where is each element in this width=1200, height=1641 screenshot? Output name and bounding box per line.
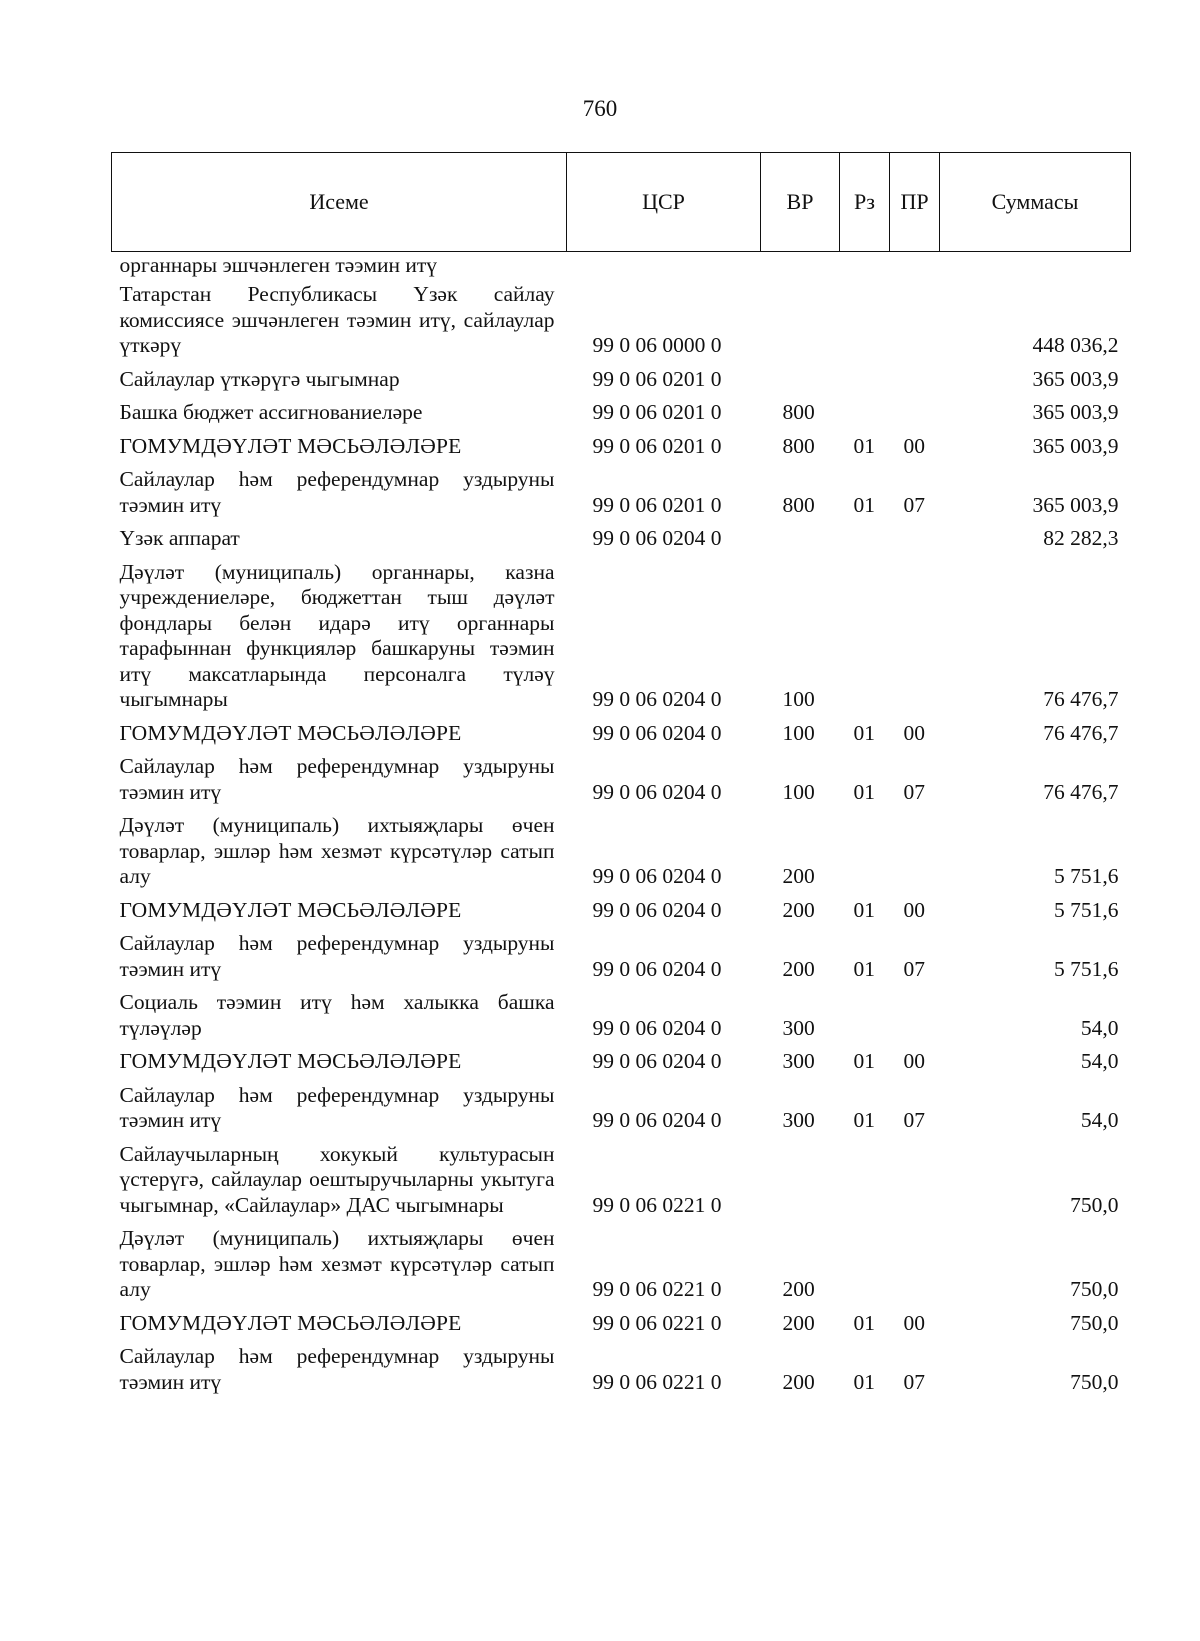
cell-rz: 01 — [853, 1049, 875, 1073]
cell-name: ГОМУМДӘҮЛӘТ МӘСЬӘЛӘЛӘРЕ — [119, 720, 462, 745]
cell-rz: 01 — [853, 956, 875, 981]
cell-vr: 200 — [782, 864, 815, 888]
table-row — [112, 463, 1131, 522]
cell-rz: 01 — [853, 492, 875, 517]
cell-sum: 54,0 — [1080, 1108, 1119, 1132]
cell-rz — [840, 556, 890, 717]
cell-pr — [890, 522, 940, 556]
cell-vr: 200 — [782, 1310, 815, 1335]
cell-pr: 00 — [903, 720, 925, 745]
cell-pr: 07 — [903, 1108, 925, 1132]
table-row — [112, 894, 1131, 928]
cell-sum: 76 476,7 — [1043, 687, 1119, 711]
cell-pr: 07 — [903, 492, 925, 517]
cell-rz — [840, 278, 890, 363]
budget-table-container — [111, 152, 1130, 1399]
table-row — [112, 986, 1131, 1045]
table-body — [112, 252, 1131, 1400]
table-row — [112, 556, 1131, 717]
cell-csr: 99 0 06 0221 0 — [592, 1277, 722, 1301]
cell-csr: 99 0 06 0201 0 — [592, 400, 722, 424]
cell-pr — [890, 1222, 940, 1307]
cell-pr: 07 — [903, 1369, 925, 1394]
cell-vr: 300 — [782, 1015, 815, 1040]
table-row — [112, 396, 1131, 430]
cell-csr: 99 0 06 0000 0 — [592, 333, 722, 357]
cell-sum: 365 003,9 — [1032, 433, 1119, 458]
cell-csr: 99 0 06 0204 0 — [592, 864, 722, 888]
table-row — [112, 1138, 1131, 1223]
header-sum: Суммасы — [940, 153, 1131, 252]
cell-sum: 365 003,9 — [1032, 366, 1119, 391]
header-csr: ЦСР — [567, 153, 761, 252]
cell-name: Сайлаулар һәм референдумнар уздыруны тәэмин итү — [119, 754, 555, 804]
cell-rz — [840, 396, 890, 430]
cell-csr: 99 0 06 0204 0 — [592, 687, 722, 711]
cell-rz: 01 — [853, 1108, 875, 1132]
cell-csr: 99 0 06 0204 0 — [592, 956, 722, 981]
cell-sum: 82 282,3 — [1043, 526, 1119, 550]
cell-pr: 00 — [903, 897, 925, 922]
cell-name: Сайлаучыларның хокукый культурасын үстерүгә, сайлаулар оештыручыларны укытуга чыгымнар, «Сайлаулар» ДАС чыгымнары — [119, 1141, 555, 1217]
table-row — [112, 927, 1131, 986]
cell-name: Татарстан Республикасы Үзәк сайлау комиссиясе эшчәнлеген тәэмин итү, сайлаулар үткәрү — [119, 282, 555, 357]
cell-pr — [890, 556, 940, 717]
cell-name: Сайлаулар һәм референдумнар уздыруны тәэмин итү — [119, 1082, 555, 1132]
cell-rz: 01 — [853, 720, 875, 745]
cell-csr: 99 0 06 0204 0 — [592, 897, 722, 922]
cell-csr: 99 0 06 0204 0 — [592, 526, 722, 550]
cell-name: Сайлаулар үткәрүгә чыгымнар — [119, 366, 400, 391]
table-row — [112, 522, 1131, 556]
cell-pr: 00 — [903, 433, 925, 458]
cell-name: Дәүләт (муниципаль) ихтыяҗлары өчен товарлар, эшләр һәм хезмәт күрсәтүләр сатып алу — [119, 813, 555, 888]
cell-sum: 54,0 — [1080, 1015, 1119, 1040]
cell-csr: 99 0 06 0204 0 — [592, 1015, 722, 1040]
cell-sum: 750,0 — [1070, 1369, 1119, 1394]
cell-pr — [890, 252, 940, 279]
cell-name: ГОМУМДӘҮЛӘТ МӘСЬӘЛӘЛӘРЕ — [119, 1310, 462, 1335]
cell-rz: 01 — [853, 897, 875, 922]
cell-vr: 100 — [782, 779, 815, 804]
cell-rz: 01 — [853, 779, 875, 804]
cell-sum: 5 751,6 — [1054, 897, 1119, 922]
cell-rz: 01 — [853, 433, 875, 458]
cell-sum: 365 003,9 — [1032, 492, 1119, 517]
cell-sum: 76 476,7 — [1043, 779, 1119, 804]
cell-vr: 200 — [782, 1277, 815, 1301]
table-row — [112, 1045, 1131, 1079]
cell-name: Үзәк аппарат — [119, 526, 240, 550]
cell-vr — [761, 252, 840, 279]
cell-pr — [890, 396, 940, 430]
cell-pr: 07 — [903, 779, 925, 804]
cell-vr: 800 — [782, 400, 815, 424]
cell-vr: 300 — [782, 1108, 815, 1132]
cell-name: Сайлаулар һәм референдумнар уздыруны тәэмин итү — [119, 467, 555, 517]
cell-rz — [840, 252, 890, 279]
cell-vr — [761, 363, 840, 397]
cell-vr — [761, 278, 840, 363]
cell-vr — [761, 1138, 840, 1223]
cell-sum: 750,0 — [1070, 1277, 1119, 1301]
cell-pr — [890, 809, 940, 894]
cell-sum — [940, 252, 1131, 279]
cell-name: Сайлаулар һәм референдумнар уздыруны тәэмин итү — [119, 931, 555, 981]
header-row — [112, 153, 1131, 252]
cell-csr: 99 0 06 0221 0 — [592, 1310, 722, 1335]
table-row — [112, 750, 1131, 809]
table-row — [112, 809, 1131, 894]
cell-vr — [761, 522, 840, 556]
cell-name: Сайлаулар һәм референдумнар уздыруны тәэмин итү — [119, 1344, 555, 1394]
cell-name: органнары эшчәнлеген тәэмин итү — [119, 253, 437, 277]
cell-csr: 99 0 06 0204 0 — [592, 1108, 722, 1132]
table-row — [112, 1340, 1131, 1399]
cell-vr: 100 — [782, 720, 815, 745]
cell-sum: 750,0 — [1070, 1310, 1119, 1335]
cell-rz — [840, 986, 890, 1045]
cell-name: ГОМУМДӘҮЛӘТ МӘСЬӘЛӘЛӘРЕ — [119, 1049, 462, 1073]
cell-pr: 07 — [903, 956, 925, 981]
cell-rz — [840, 809, 890, 894]
cell-csr: 99 0 06 0201 0 — [592, 433, 722, 458]
table-row — [112, 363, 1131, 397]
cell-vr: 100 — [782, 687, 815, 711]
cell-sum: 5 751,6 — [1054, 956, 1119, 981]
table-row — [112, 1222, 1131, 1307]
cell-rz — [840, 1138, 890, 1223]
header-vr: ВР — [761, 153, 840, 252]
cell-pr — [890, 363, 940, 397]
cell-name: Дәүләт (муниципаль) ихтыяҗлары өчен товарлар, эшләр һәм хезмәт күрсәтүләр сатып алу — [119, 1226, 555, 1301]
cell-pr — [890, 986, 940, 1045]
header-name: Исеме — [112, 153, 567, 252]
cell-vr: 200 — [782, 956, 815, 981]
cell-pr: 00 — [903, 1310, 925, 1335]
table-row — [112, 717, 1131, 751]
table-row — [112, 252, 1131, 279]
cell-csr: 99 0 06 0204 0 — [592, 1049, 722, 1073]
cell-csr: 99 0 06 0201 0 — [592, 492, 722, 517]
cell-vr: 800 — [782, 492, 815, 517]
cell-rz: 01 — [853, 1369, 875, 1394]
cell-csr: 99 0 06 0204 0 — [592, 720, 722, 745]
cell-rz — [840, 363, 890, 397]
cell-vr: 200 — [782, 1369, 815, 1394]
header-rz: Рз — [840, 153, 890, 252]
cell-name: ГОМУМДӘҮЛӘТ МӘСЬӘЛӘЛӘРЕ — [119, 897, 462, 922]
table-row — [112, 1307, 1131, 1341]
budget-table — [111, 152, 1131, 1399]
cell-csr — [567, 252, 761, 279]
cell-vr: 800 — [782, 433, 815, 458]
cell-rz — [840, 522, 890, 556]
cell-csr: 99 0 06 0221 0 — [592, 1369, 722, 1394]
cell-vr: 300 — [782, 1049, 815, 1073]
page-number: 760 — [582, 96, 618, 121]
cell-sum: 54,0 — [1080, 1049, 1119, 1073]
cell-pr — [890, 278, 940, 363]
cell-sum: 5 751,6 — [1054, 864, 1119, 888]
cell-csr: 99 0 06 0221 0 — [592, 1192, 722, 1217]
table-row — [112, 430, 1131, 464]
cell-rz: 01 — [853, 1310, 875, 1335]
cell-sum: 448 036,2 — [1032, 333, 1119, 357]
cell-vr: 200 — [782, 897, 815, 922]
table-row — [112, 1079, 1131, 1138]
header-pr: ПР — [890, 153, 940, 252]
cell-name: Социаль тәэмин итү һәм халыкка башка түләүләр — [119, 990, 555, 1040]
cell-name: Дәүләт (муниципаль) органнары, казна учреждениеләре, бюджеттан тыш дәүләт фондлары белән идарә итү органнары тарафыннан функцияләр башкаруны тәэмин итү максатларында персоналга түләү чыгымнары — [119, 559, 555, 711]
cell-sum: 76 476,7 — [1043, 720, 1119, 745]
table-row — [112, 278, 1131, 363]
cell-csr: 99 0 06 0204 0 — [592, 779, 722, 804]
cell-csr: 99 0 06 0201 0 — [592, 366, 722, 391]
cell-sum: 750,0 — [1070, 1192, 1119, 1217]
cell-pr: 00 — [903, 1049, 925, 1073]
cell-sum: 365 003,9 — [1032, 400, 1119, 424]
cell-pr — [890, 1138, 940, 1223]
cell-name: Башка бюджет ассигнованиеләре — [119, 400, 423, 424]
table-header — [112, 153, 1131, 252]
cell-name: ГОМУМДӘҮЛӘТ МӘСЬӘЛӘЛӘРЕ — [119, 433, 462, 458]
cell-rz — [840, 1222, 890, 1307]
